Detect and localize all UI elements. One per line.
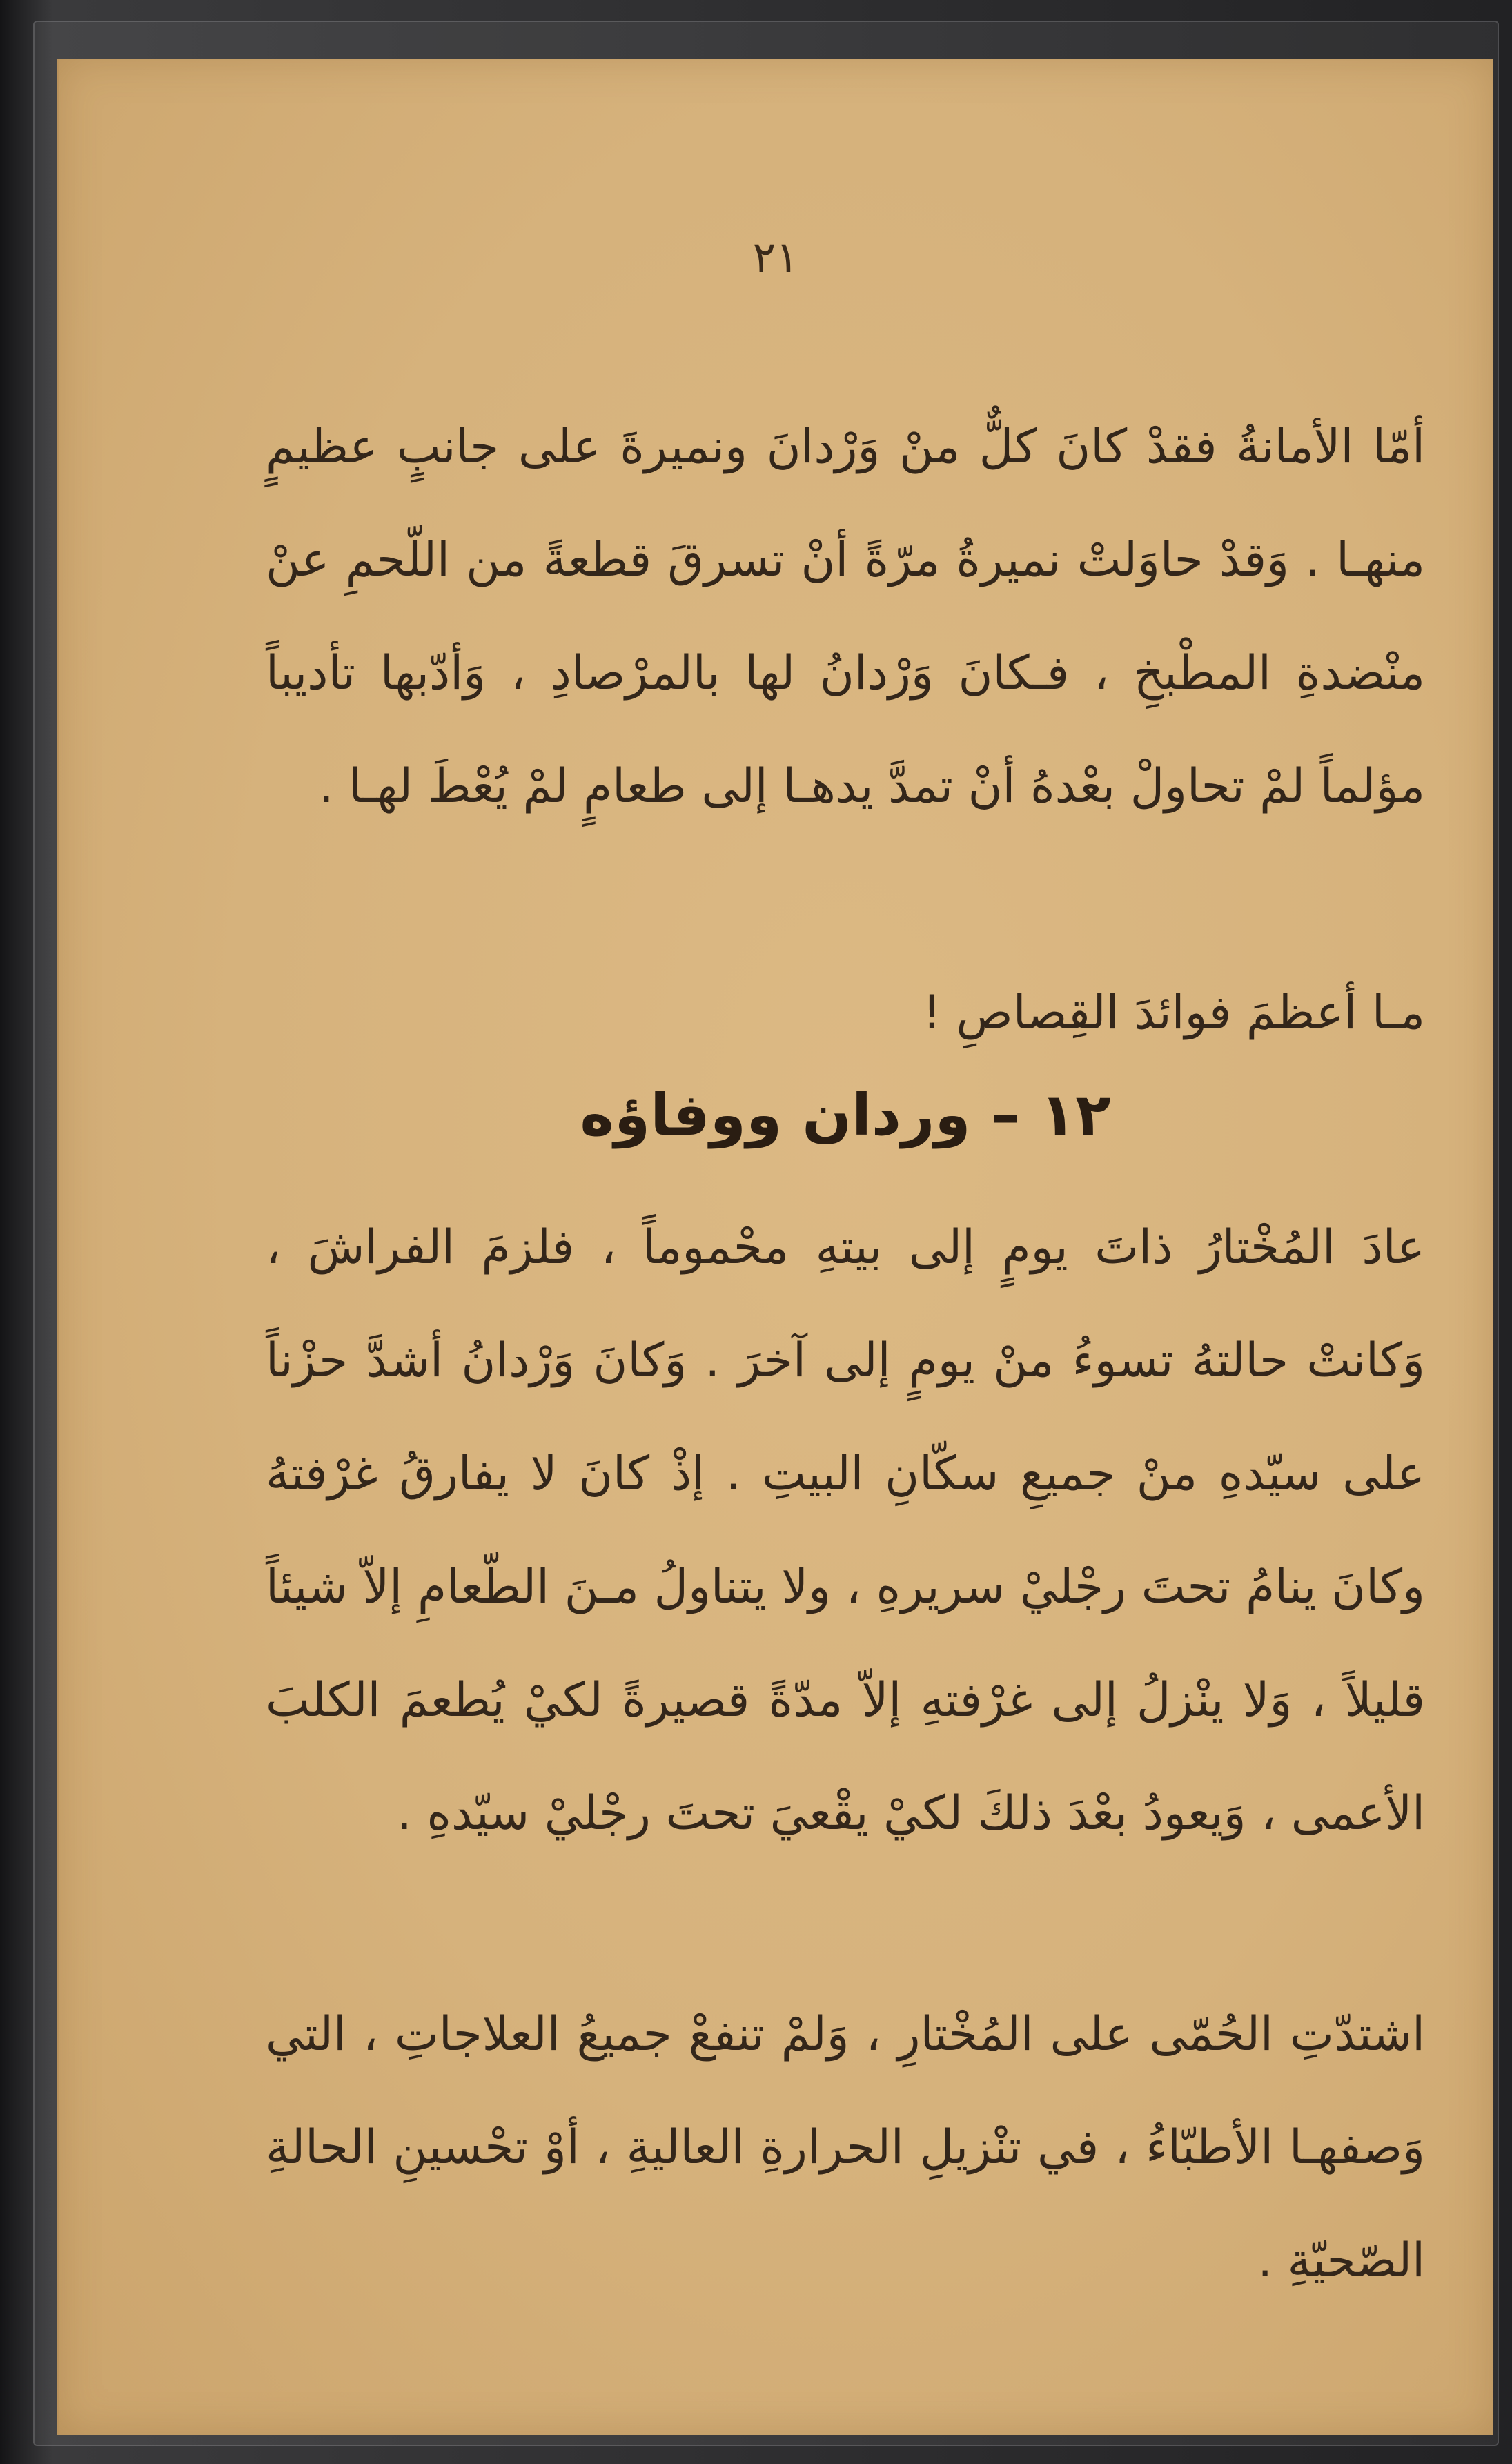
paragraph-text: مـا أعظمَ فوائدَ القِصاصِ ! [922,986,1425,1040]
page-number: ٢١ [752,232,799,282]
paragraph-honesty [266,391,1425,843]
book-page [57,59,1493,2435]
paragraph-text: اشتدّتِ الحُمّى على المُخْتارِ ، وَلمْ تنفعْ جميعُ العلاجاتِ ، التي وَصفهـا الأطبّاءُ ، في تنْزيلِ الحرارةِ العاليةِ ، أوْ تحْسينِ الحالةِ الصّحيّةِ . [266,2007,1425,2288]
paragraph-fever [266,1978,1425,2318]
paragraph-text: عادَ المُخْتارُ ذاتَ يومٍ إلى بيتهِ محْموماً ، فلزمَ الفراشَ ، وَكانتْ حالتهُ تسوءُ منْ يومٍ إلى آخرَ . وَكانَ وَرْدانُ أشدَّ حزْناً على سيّدهِ منْ جميعِ سكّانِ البيتِ . إذْ كانَ لا يفارقُ غرْفتهُ وكانَ ينامُ تحتَ رجْليْ سريرهِ ، ولا يتناولُ مـنَ الطّعامِ إلاّ شيئاً قليلاً ، وَلا ينْزلُ إلى غرْفتهِ إلاّ مدّةً قصيرةً لكيْ يُطعمَ الكلبَ الأعمى ، وَيعودُ بعْدَ ذلكَ لكيْ يقْعيَ تحتَ رجْليْ سيّدهِ . [266,1220,1425,1841]
paragraph-illness [266,1191,1425,1870]
paragraph-text: أمّا الأمانةُ فقدْ كانَ كلٌّ منْ وَرْدانَ ونميرةَ على جانبٍ عظيمٍ منهـا . وَقدْ حاوَلتْ نميرةُ مرّةً أنْ تسرقَ قطعةً من اللّحمِ عنْ منْضدةِ المطْبخِ ، فـكانَ وَرْدانُ لها بالمرْصادِ ، وَأدّبها تأديباً مؤلماً لمْ تحاولْ بعْدهُ أنْ تمدَّ يدهـا إلى طعامٍ لمْ يُعْطَ لهـا . [266,420,1425,814]
paragraph-exclamation [266,957,1425,1070]
chapter-heading: ١٢ – وردان ووفاؤه [580,1081,1111,1148]
